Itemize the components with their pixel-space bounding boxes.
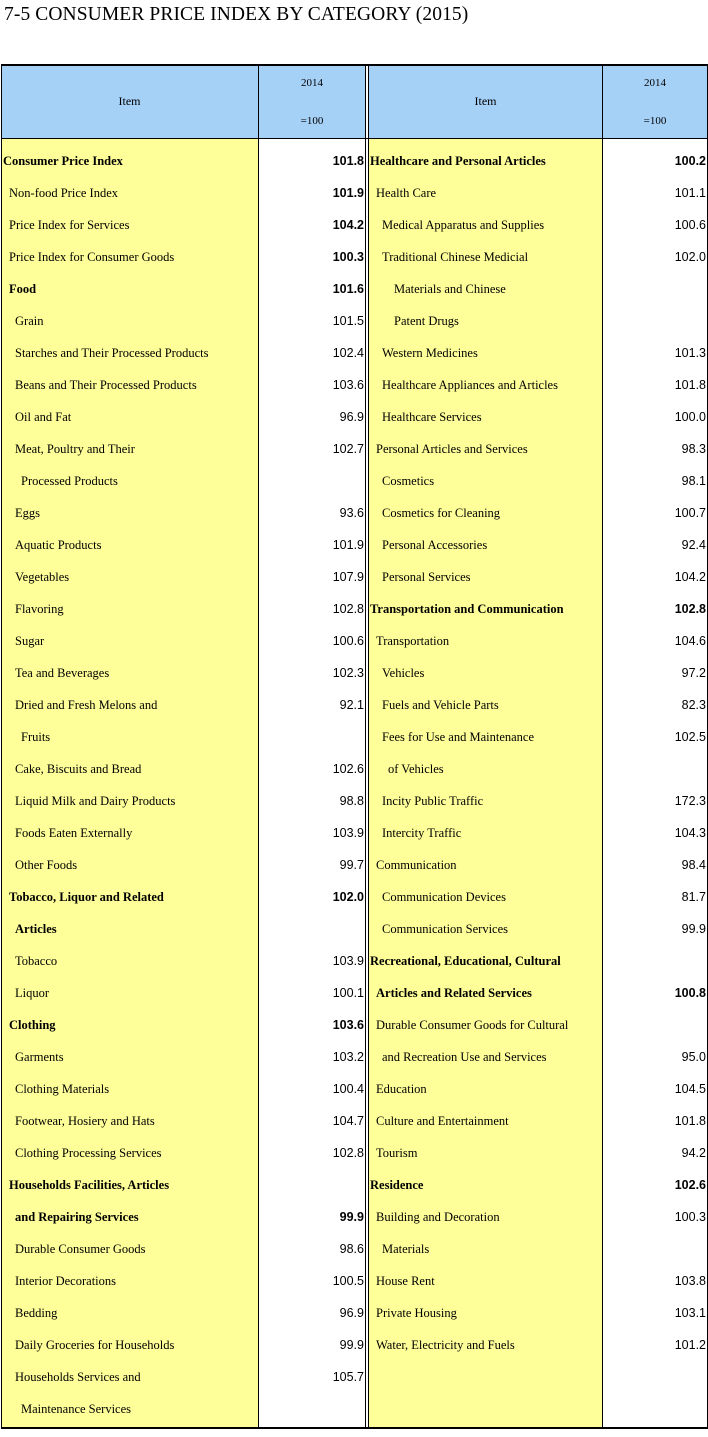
left-row-value: 103.6: [332, 1018, 364, 1032]
left-table-row: [1, 1393, 708, 1425]
right-row-value: 102.5: [674, 730, 706, 744]
right-row-value: 99.9: [681, 922, 706, 936]
left-row-label: Maintenance Services: [21, 1402, 132, 1416]
right-row-value: 103.1: [674, 1306, 706, 1320]
left-row-value: 100.5: [332, 1274, 364, 1288]
right-row-label: Building and Decoration: [376, 1210, 500, 1224]
right-table-row: [1, 753, 708, 785]
left-row-value: 101.5: [332, 314, 364, 328]
right-row-label: Fees for Use and Maintenance: [382, 730, 535, 744]
right-row-value: 94.2: [681, 1146, 706, 1160]
right-row-value: 101.8: [674, 378, 706, 392]
cpi-table: [1, 64, 708, 1429]
right-row-label: Recreational, Educational, Cultural: [370, 954, 561, 968]
left-row-value: 100.6: [332, 634, 364, 648]
right-table-row: [1, 1105, 708, 1137]
left-row-value: 92.1: [339, 698, 364, 712]
left-row-label: Articles: [15, 922, 57, 936]
left-row-label: Clothing Materials: [15, 1082, 110, 1096]
left-table-row: [1, 1361, 708, 1393]
left-row-value: 101.6: [332, 282, 364, 296]
right-table-row: [1, 785, 708, 817]
right-row-label: Fuels and Vehicle Parts: [382, 698, 499, 712]
right-table-row: [1, 1169, 708, 1201]
left-row-label: Liquid Milk and Dairy Products: [15, 794, 176, 808]
right-row-value: 101.1: [674, 186, 706, 200]
right-row-label: Durable Consumer Goods for Cultural: [376, 1018, 569, 1032]
right-row-value: 102.0: [674, 250, 706, 264]
left-row-label: Clothing Processing Services: [15, 1146, 162, 1160]
left-row-label: Oil and Fat: [15, 410, 72, 424]
right-row-value: 98.4: [681, 858, 706, 872]
right-row-label: Western Medicines: [382, 346, 478, 360]
right-row-label: Healthcare and Personal Articles: [370, 154, 546, 168]
right-row-label: Health Care: [376, 186, 437, 200]
left-row-label: Other Foods: [15, 858, 78, 872]
left-row-value: 99.7: [339, 858, 364, 872]
left-row-label: Cake, Biscuits and Bread: [15, 762, 142, 776]
right-table-row: [1, 1265, 708, 1297]
right-table-row: [1, 561, 708, 593]
left-row-label: and Repairing Services: [15, 1210, 139, 1224]
right-row-value: 95.0: [681, 1050, 706, 1064]
right-row-label: Tourism: [376, 1146, 418, 1160]
right-row-label: Materials: [382, 1242, 430, 1256]
left-row-value: 103.6: [332, 378, 364, 392]
right-table-row: [1, 177, 708, 209]
right-item-header: Item: [474, 94, 497, 108]
right-row-value: 104.5: [674, 1082, 706, 1096]
right-table-row: [1, 625, 708, 657]
right-row-label: Cosmetics: [382, 474, 435, 488]
right-row-label: Vehicles: [382, 666, 425, 680]
left-base-value: =100: [300, 115, 324, 127]
right-row-value: 100.2: [674, 154, 706, 168]
left-row-value: 102.6: [332, 762, 364, 776]
right-table-row: [1, 1137, 708, 1169]
left-row-label: Consumer Price Index: [3, 154, 123, 168]
right-row-label: Traditional Chinese Medicial: [382, 250, 529, 264]
left-row-value: 104.2: [332, 218, 364, 232]
left-row-value: 103.9: [332, 826, 364, 840]
left-row-label: Tobacco, Liquor and Related: [9, 890, 164, 904]
left-row-label: Garments: [15, 1050, 64, 1064]
right-row-value: 100.6: [674, 218, 706, 232]
right-row-label: of Vehicles: [388, 762, 444, 776]
right-table-row: [1, 881, 708, 913]
left-row-label: Fruits: [21, 730, 51, 744]
left-row-value: 100.3: [332, 250, 364, 264]
left-base-year: 2014: [301, 77, 323, 89]
right-row-value: 98.3: [681, 442, 706, 456]
right-row-value: 100.8: [674, 986, 706, 1000]
left-row-label: Food: [9, 282, 37, 296]
left-row-value: 96.9: [339, 410, 364, 424]
right-row-value: 172.3: [674, 794, 706, 808]
left-row-value: 107.9: [332, 570, 364, 584]
right-row-value: 102.6: [674, 1178, 706, 1192]
right-table-row: [1, 369, 708, 401]
left-row-value: 98.6: [339, 1242, 364, 1256]
right-row-label: Materials and Chinese: [394, 282, 506, 296]
right-row-label: Healthcare Services: [382, 410, 482, 424]
left-row-label: Clothing: [9, 1018, 56, 1032]
right-row-label: House Rent: [376, 1274, 435, 1288]
right-table-row: [1, 241, 708, 273]
right-table-row: [1, 817, 708, 849]
left-row-value: 101.8: [332, 154, 364, 168]
left-row-label: Aquatic Products: [15, 538, 102, 552]
right-row-value: 103.8: [674, 1274, 706, 1288]
right-table-row: [1, 273, 708, 305]
left-row-label: Households Facilities, Articles: [9, 1178, 170, 1192]
right-row-label: Incity Public Traffic: [382, 794, 484, 808]
right-table-row: [1, 977, 708, 1009]
right-row-label: Personal Services: [382, 570, 471, 584]
right-row-label: and Recreation Use and Services: [382, 1050, 547, 1064]
left-row-label: Durable Consumer Goods: [15, 1242, 146, 1256]
right-table-row: [1, 849, 708, 881]
right-row-value: 97.2: [681, 666, 706, 680]
right-table-row: [1, 209, 708, 241]
right-table-row: [1, 657, 708, 689]
right-table-row: [1, 1041, 708, 1073]
left-row-value: 102.7: [332, 442, 364, 456]
right-row-label: Personal Articles and Services: [376, 442, 528, 456]
left-row-value: 98.8: [339, 794, 364, 808]
left-row-value: 102.3: [332, 666, 364, 680]
left-row-label: Liquor: [15, 986, 50, 1000]
left-row-label: Daily Groceries for Households: [15, 1338, 175, 1352]
right-row-label: Education: [376, 1082, 427, 1096]
left-row-label: Meat, Poultry and Their: [15, 442, 135, 456]
left-row-value: 102.4: [332, 346, 364, 360]
left-row-value: 102.0: [332, 890, 364, 904]
right-table-row: [1, 529, 708, 561]
right-table-row: [1, 1201, 708, 1233]
right-table-row: [1, 945, 708, 977]
right-table-row: [1, 721, 708, 753]
right-table-row: [1, 1329, 708, 1361]
right-table-row: [1, 497, 708, 529]
left-row-label: Starches and Their Processed Products: [15, 346, 209, 360]
right-table-row: [1, 145, 708, 177]
left-row-value: 104.7: [332, 1114, 364, 1128]
page-title: 7-5 CONSUMER PRICE INDEX BY CATEGORY (2015): [4, 4, 469, 25]
right-table-row: [1, 689, 708, 721]
right-row-value: 101.8: [674, 1114, 706, 1128]
right-table-row: [1, 465, 708, 497]
left-row-value: 99.9: [339, 1338, 364, 1352]
right-table-row: [1, 433, 708, 465]
right-table-row: [1, 1297, 708, 1329]
left-row-value: 101.9: [332, 538, 364, 552]
left-row-label: Dried and Fresh Melons and: [15, 698, 158, 712]
right-table-row: [1, 337, 708, 369]
right-row-label: Private Housing: [376, 1306, 457, 1320]
left-row-value: 100.4: [332, 1082, 364, 1096]
right-row-value: 102.8: [674, 602, 706, 616]
right-row-value: 101.2: [674, 1338, 706, 1352]
right-row-label: Residence: [370, 1178, 424, 1192]
right-row-value: 98.1: [681, 474, 706, 488]
left-row-value: 102.8: [332, 602, 364, 616]
left-row-label: Tobacco: [15, 954, 58, 968]
left-row-label: Footwear, Hosiery and Hats: [15, 1114, 155, 1128]
right-row-value: 81.7: [681, 890, 706, 904]
right-table-row: [1, 1233, 708, 1265]
left-row-label: Flavoring: [15, 602, 64, 616]
left-item-header: Item: [118, 94, 141, 108]
right-table-row: [1, 1009, 708, 1041]
right-row-label: Intercity Traffic: [382, 826, 462, 840]
right-row-label: Communication Devices: [382, 890, 506, 904]
left-row-label: Price Index for Consumer Goods: [9, 250, 175, 264]
left-row-label: Grain: [15, 314, 44, 328]
left-row-label: Beans and Their Processed Products: [15, 378, 197, 392]
left-row-label: Processed Products: [21, 474, 118, 488]
right-row-label: Culture and Entertainment: [376, 1114, 509, 1128]
right-row-label: Articles and Related Services: [376, 986, 532, 1000]
right-row-label: Communication: [376, 858, 457, 872]
right-row-label: Cosmetics for Cleaning: [382, 506, 501, 520]
right-row-label: Personal Accessories: [382, 538, 488, 552]
left-row-label: Interior Decorations: [15, 1274, 117, 1288]
right-row-label: Healthcare Appliances and Articles: [382, 378, 558, 392]
left-row-value: 102.8: [332, 1146, 364, 1160]
right-row-value: 100.3: [674, 1210, 706, 1224]
left-row-value: 99.9: [339, 1210, 364, 1224]
right-row-value: 104.2: [674, 570, 706, 584]
left-row-value: 96.9: [339, 1306, 364, 1320]
left-row-label: Eggs: [15, 506, 40, 520]
right-row-label: Medical Apparatus and Supplies: [382, 218, 545, 232]
left-row-value: 101.9: [332, 186, 364, 200]
right-row-label: Transportation and Communication: [370, 602, 564, 616]
left-row-label: Sugar: [15, 634, 45, 648]
right-row-value: 82.3: [681, 698, 706, 712]
left-row-value: 93.6: [339, 506, 364, 520]
right-table-row: [1, 401, 708, 433]
right-row-value: 104.3: [674, 826, 706, 840]
right-row-value: 92.4: [681, 538, 706, 552]
left-row-label: Non-food Price Index: [9, 186, 118, 200]
left-row-label: Households Services and: [15, 1370, 141, 1384]
right-row-value: 100.0: [674, 410, 706, 424]
right-row-value: 100.7: [674, 506, 706, 520]
left-row-label: Bedding: [15, 1306, 58, 1320]
left-row-label: Price Index for Services: [9, 218, 130, 232]
left-row-value: 103.2: [332, 1050, 364, 1064]
right-row-value: 104.6: [674, 634, 706, 648]
left-row-label: Foods Eaten Externally: [15, 826, 133, 840]
right-row-label: Water, Electricity and Fuels: [376, 1338, 515, 1352]
right-base-value: =100: [643, 115, 667, 127]
right-table-row: [1, 913, 708, 945]
right-table-row: [1, 305, 708, 337]
right-row-label: Patent Drugs: [394, 314, 459, 328]
right-base-year: 2014: [644, 77, 666, 89]
right-row-label: Communication Services: [382, 922, 509, 936]
left-row-label: Tea and Beverages: [15, 666, 110, 680]
left-row-value: 103.9: [332, 954, 364, 968]
right-row-label: Transportation: [376, 634, 450, 648]
left-row-value: 100.1: [332, 986, 364, 1000]
right-table-row: [1, 1073, 708, 1105]
left-row-value: 105.7: [332, 1370, 364, 1384]
right-table-row: [1, 593, 708, 625]
right-row-value: 101.3: [674, 346, 706, 360]
left-row-label: Vegetables: [15, 570, 70, 584]
